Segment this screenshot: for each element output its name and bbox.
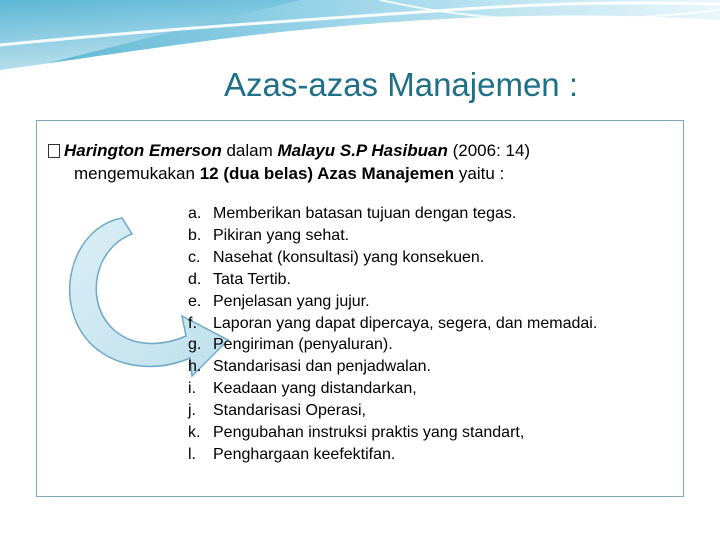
list-item: d. Tata Tertib. <box>188 270 291 288</box>
list-item: h. Standarisasi dan penjadwalan. <box>188 358 431 376</box>
list-item: j. Standarisasi Operasi, <box>188 402 366 420</box>
list-item: a. Memberikan batasan tujuan dengan tegas. <box>188 205 517 222</box>
list-item: e. Penjelasan yang jujur. <box>188 292 370 310</box>
intro-line-2 <box>48 162 668 185</box>
intro-paragraph <box>48 139 668 185</box>
square-bullet-icon <box>48 144 60 158</box>
list-item: f. Laporan yang dapat dipercaya, segera, dan memadai. <box>188 314 598 332</box>
list-item: c. Nasehat (konsultasi) yang konsekuen. <box>188 248 485 266</box>
intro-line2-pre: mengemukakan <box>74 164 200 183</box>
list-item: k. Pengubahan instruksi praktis yang standart, <box>188 424 525 442</box>
principles-list <box>188 203 597 466</box>
source-year: (2006: 14) <box>447 141 531 160</box>
intro-highlight: 12 (dua belas) Azas Manajemen <box>199 164 455 183</box>
intro-connector: dalam <box>221 141 278 160</box>
list-item: i. Keadaan yang distandarkan, <box>188 380 417 398</box>
intro-line2-post: yaitu : <box>454 164 505 183</box>
slide-title: Azas-azas Manajemen : <box>224 66 578 103</box>
author-name: Harington Emerson <box>64 141 222 160</box>
list-item: g. Pengiriman (penyaluran). <box>188 336 393 354</box>
source-name: Malayu S.P Hasibuan <box>277 141 448 160</box>
list-item: l. Penghargaan keefektifan. <box>188 445 396 463</box>
list-item: b. Pikiran yang sehat. <box>188 226 350 244</box>
